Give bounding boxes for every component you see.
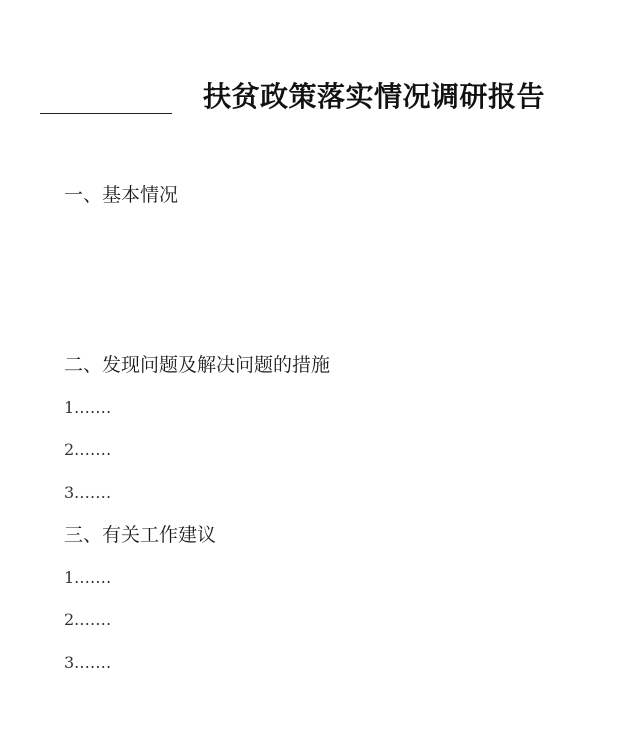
suggestions-list-item: 1.……: [64, 568, 112, 587]
section-heading-basic: 一、基本情况: [64, 184, 179, 206]
problems-list-item: 3.……: [64, 483, 112, 502]
title-row: [40, 74, 600, 124]
document-title: 扶贫政策落实情况调研报告: [203, 80, 546, 113]
suggestions-list-item: 2.……: [64, 610, 112, 629]
fill-in-blank-line: [40, 113, 172, 114]
problems-list-item: 1.……: [64, 398, 112, 417]
section-heading-suggestions: 三、有关工作建议: [64, 524, 217, 546]
section-heading-problems: 二、发现问题及解决问题的措施: [64, 354, 331, 376]
suggestions-list-item: 3.……: [64, 653, 112, 672]
problems-list-item: 2.……: [64, 440, 112, 459]
